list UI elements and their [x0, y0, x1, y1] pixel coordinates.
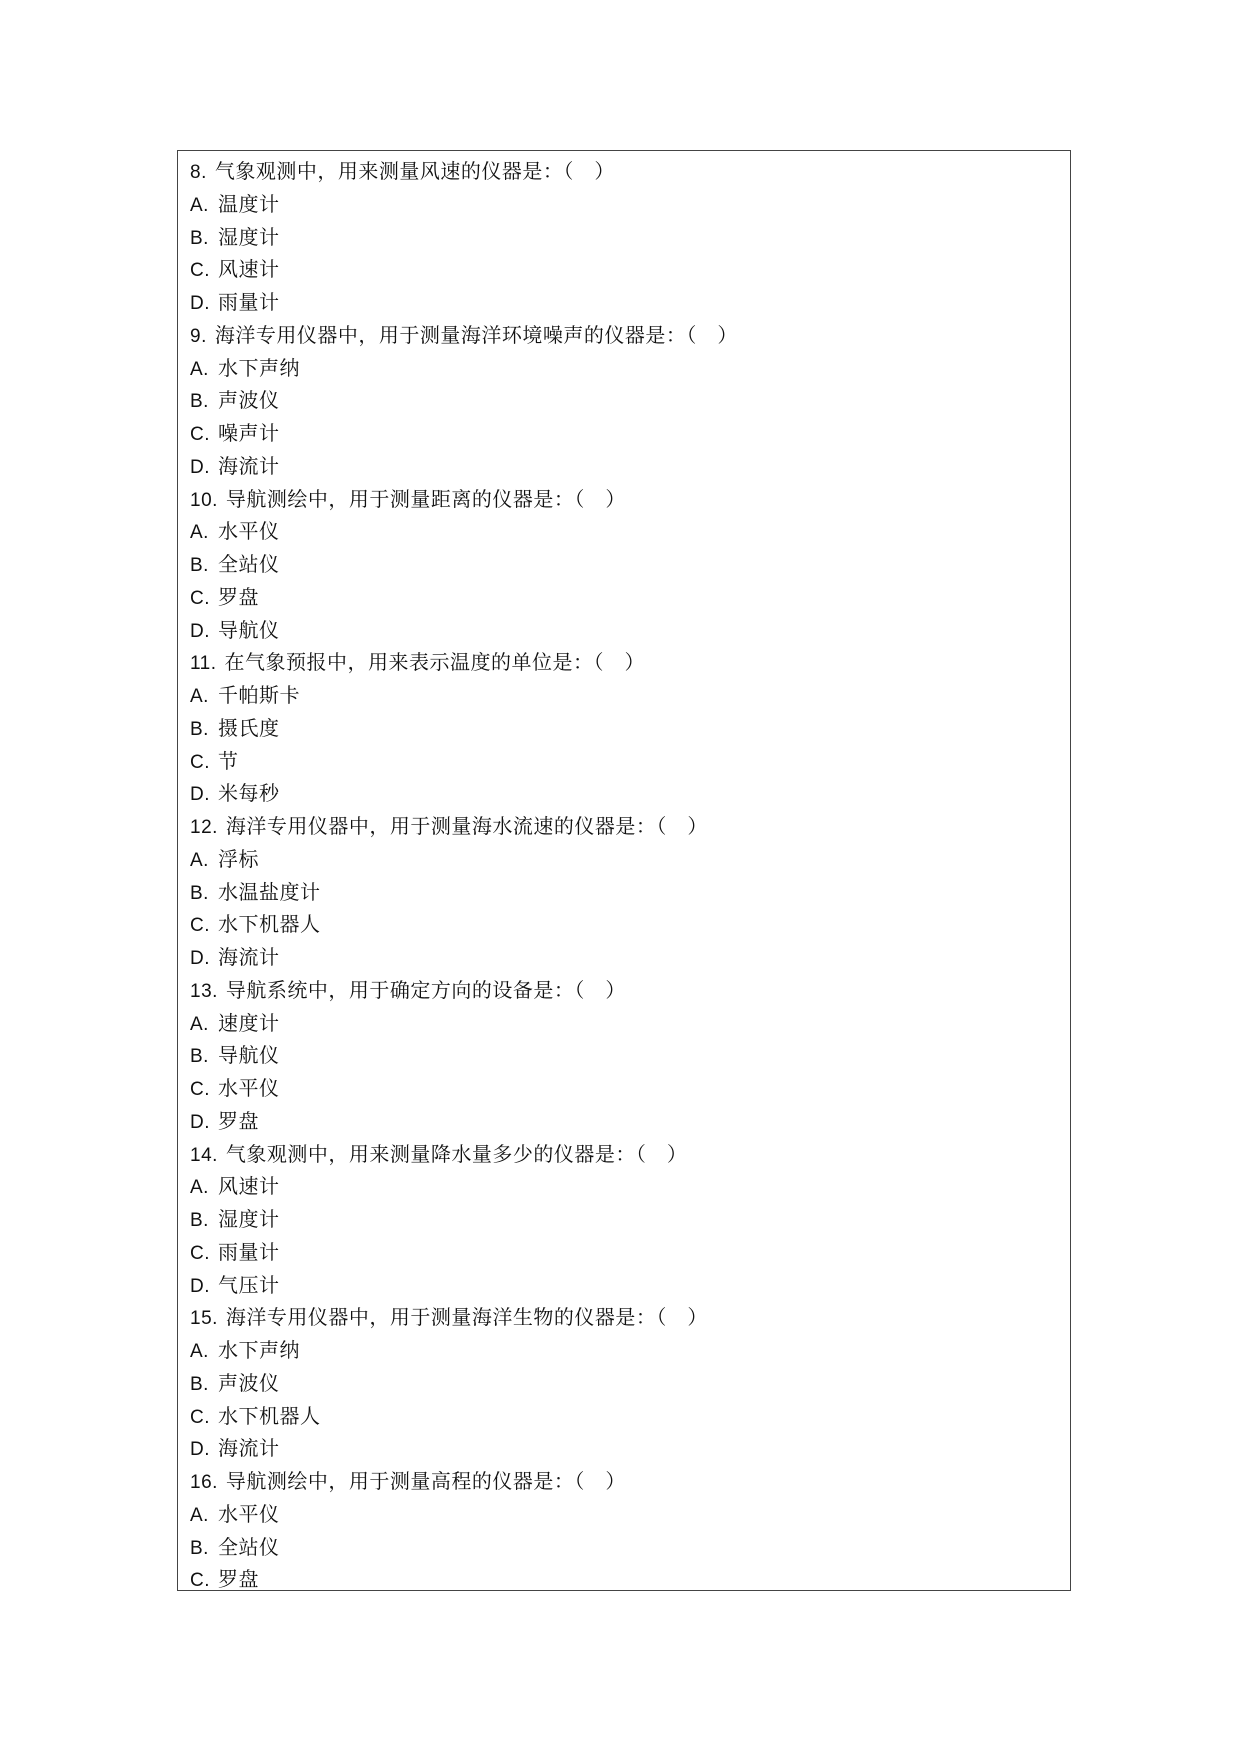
option-letter: A.	[190, 849, 209, 871]
option-10-a	[190, 515, 1070, 548]
option-letter: A.	[190, 1013, 209, 1035]
option-text: 声波仪	[218, 1370, 280, 1395]
option-text: 节	[218, 748, 239, 773]
question-number: 14.	[190, 1144, 218, 1166]
question-15	[190, 1301, 1070, 1334]
option-10-b	[190, 548, 1070, 581]
option-15-a	[190, 1334, 1070, 1367]
option-8-a	[190, 188, 1070, 221]
option-letter: B.	[190, 882, 209, 904]
option-text: 罗盘	[218, 584, 259, 609]
option-11-d	[190, 777, 1070, 810]
option-8-d	[190, 286, 1070, 319]
option-letter: B.	[190, 555, 209, 576]
option-text: 风速计	[218, 257, 280, 282]
question-10	[190, 483, 1070, 516]
option-text: 温度计	[218, 191, 280, 216]
option-letter: C.	[190, 587, 210, 609]
option-15-d	[190, 1432, 1070, 1465]
option-text: 雨量计	[218, 290, 280, 314]
option-8-b	[190, 221, 1070, 254]
question-stem: 在气象预报中，用来表示温度的单位是：（ ）	[224, 650, 646, 675]
question-stem: 导航测绘中，用于测量距离的仪器是：（ ）	[225, 486, 626, 511]
question-number: 15.	[190, 1308, 218, 1330]
option-letter: B.	[190, 718, 209, 740]
option-text: 噪声计	[218, 421, 280, 445]
option-13-c	[190, 1072, 1070, 1105]
option-text: 水下机器人	[218, 1403, 321, 1428]
option-letter: D.	[190, 620, 210, 642]
question-13	[190, 974, 1070, 1007]
option-text: 风速计	[218, 1174, 280, 1199]
option-letter: C.	[190, 915, 210, 937]
option-letter: C.	[190, 1570, 210, 1592]
question-number: 11.	[190, 653, 217, 675]
option-13-d	[190, 1105, 1070, 1138]
option-16-a	[190, 1498, 1070, 1531]
question-number: 8.	[190, 162, 207, 183]
option-text: 罗盘	[218, 1567, 259, 1592]
option-text: 水平仪	[218, 1501, 280, 1526]
option-14-c	[190, 1236, 1070, 1269]
option-11-a	[190, 679, 1070, 712]
option-text: 全站仪	[218, 552, 280, 576]
question-16	[190, 1465, 1070, 1498]
option-9-a	[190, 352, 1070, 385]
option-letter: D.	[190, 784, 210, 806]
option-text: 海流计	[218, 1436, 280, 1461]
option-16-b	[190, 1531, 1070, 1564]
option-text: 千帕斯卡	[218, 683, 300, 707]
option-letter: D.	[190, 456, 210, 478]
question-number: 12.	[190, 817, 218, 838]
option-letter: A.	[190, 1504, 209, 1526]
option-text: 水平仪	[218, 1076, 280, 1100]
option-letter: C.	[190, 260, 210, 282]
option-text: 速度计	[218, 1010, 280, 1035]
option-11-b	[190, 712, 1070, 745]
option-12-b	[190, 876, 1070, 909]
question-table	[177, 150, 1071, 1591]
option-text: 水下声纳	[218, 1338, 300, 1362]
option-text: 气压计	[218, 1272, 280, 1297]
option-11-c	[190, 745, 1070, 778]
option-text: 湿度计	[218, 1207, 280, 1231]
option-letter: A.	[190, 1341, 209, 1362]
question-14	[190, 1138, 1070, 1171]
option-text: 浮标	[218, 846, 259, 871]
option-text: 水下声纳	[218, 355, 300, 380]
option-14-b	[190, 1203, 1070, 1236]
option-letter: B.	[190, 1373, 209, 1395]
option-letter: C.	[190, 1079, 210, 1100]
option-text: 全站仪	[218, 1534, 280, 1559]
question-stem: 海洋专用仪器中，用于测量海洋环境噪声的仪器是：（ ）	[214, 322, 738, 347]
option-letter: A.	[190, 1177, 209, 1199]
option-letter: A.	[190, 686, 209, 707]
option-text: 米每秒	[218, 781, 280, 806]
option-text: 导航仪	[218, 1043, 280, 1068]
option-letter: D.	[190, 1439, 210, 1461]
option-text: 声波仪	[218, 388, 280, 413]
question-number: 13.	[190, 980, 218, 1002]
option-text: 罗盘	[218, 1108, 259, 1133]
option-10-d	[190, 614, 1070, 647]
option-letter: B.	[190, 391, 209, 413]
option-12-c	[190, 908, 1070, 941]
option-12-a	[190, 843, 1070, 876]
option-text: 水温盐度计	[218, 879, 321, 904]
question-stem: 海洋专用仪器中，用于测量海水流速的仪器是：（ ）	[225, 814, 708, 838]
option-13-b	[190, 1039, 1070, 1072]
option-15-c	[190, 1400, 1070, 1433]
option-12-d	[190, 941, 1070, 974]
option-letter: C.	[190, 1242, 210, 1264]
option-text: 海流计	[218, 453, 280, 478]
option-letter: C.	[190, 1406, 210, 1428]
option-letter: B.	[190, 1046, 209, 1068]
option-15-b	[190, 1367, 1070, 1400]
option-letter: B.	[190, 227, 209, 249]
option-text: 雨量计	[218, 1239, 280, 1264]
option-9-c	[190, 417, 1070, 450]
option-14-a	[190, 1170, 1070, 1203]
option-letter: D.	[190, 293, 210, 314]
question-12	[190, 810, 1070, 843]
option-text: 摄氏度	[218, 715, 280, 740]
question-stem: 导航系统中，用于确定方向的设备是：（ ）	[225, 977, 626, 1002]
option-letter: B.	[190, 1210, 209, 1231]
option-letter: D.	[190, 948, 210, 969]
option-text: 湿度计	[218, 224, 280, 249]
option-letter: D.	[190, 1275, 210, 1297]
question-number: 10.	[190, 489, 218, 511]
option-16-c	[190, 1563, 1070, 1596]
question-11	[190, 646, 1070, 679]
question-number: 9.	[190, 325, 207, 347]
option-text: 导航仪	[218, 617, 280, 642]
question-stem: 气象观测中，用来测量风速的仪器是：（ ）	[214, 159, 615, 183]
question-number: 16.	[190, 1472, 218, 1493]
option-text: 水平仪	[218, 519, 280, 544]
option-letter: A.	[190, 358, 209, 380]
option-14-d	[190, 1269, 1070, 1302]
option-13-a	[190, 1007, 1070, 1040]
option-letter: D.	[190, 1111, 210, 1133]
option-9-b	[190, 384, 1070, 417]
option-9-d	[190, 450, 1070, 483]
question-stem: 海洋专用仪器中，用于测量海洋生物的仪器是：（ ）	[225, 1305, 708, 1330]
option-10-c	[190, 581, 1070, 614]
option-letter: B.	[190, 1537, 209, 1559]
question-stem: 气象观测中，用来测量降水量多少的仪器是：（ ）	[225, 1141, 688, 1166]
option-letter: C.	[190, 751, 210, 773]
option-letter: C.	[190, 424, 210, 445]
option-8-c	[190, 253, 1070, 286]
option-letter: A.	[190, 522, 209, 544]
option-text: 水下机器人	[218, 912, 321, 937]
option-letter: A.	[190, 194, 209, 216]
option-text: 海流计	[218, 945, 280, 969]
question-9	[190, 319, 1070, 352]
question-8	[190, 155, 1070, 188]
question-stem: 导航测绘中，用于测量高程的仪器是：（ ）	[225, 1469, 626, 1493]
